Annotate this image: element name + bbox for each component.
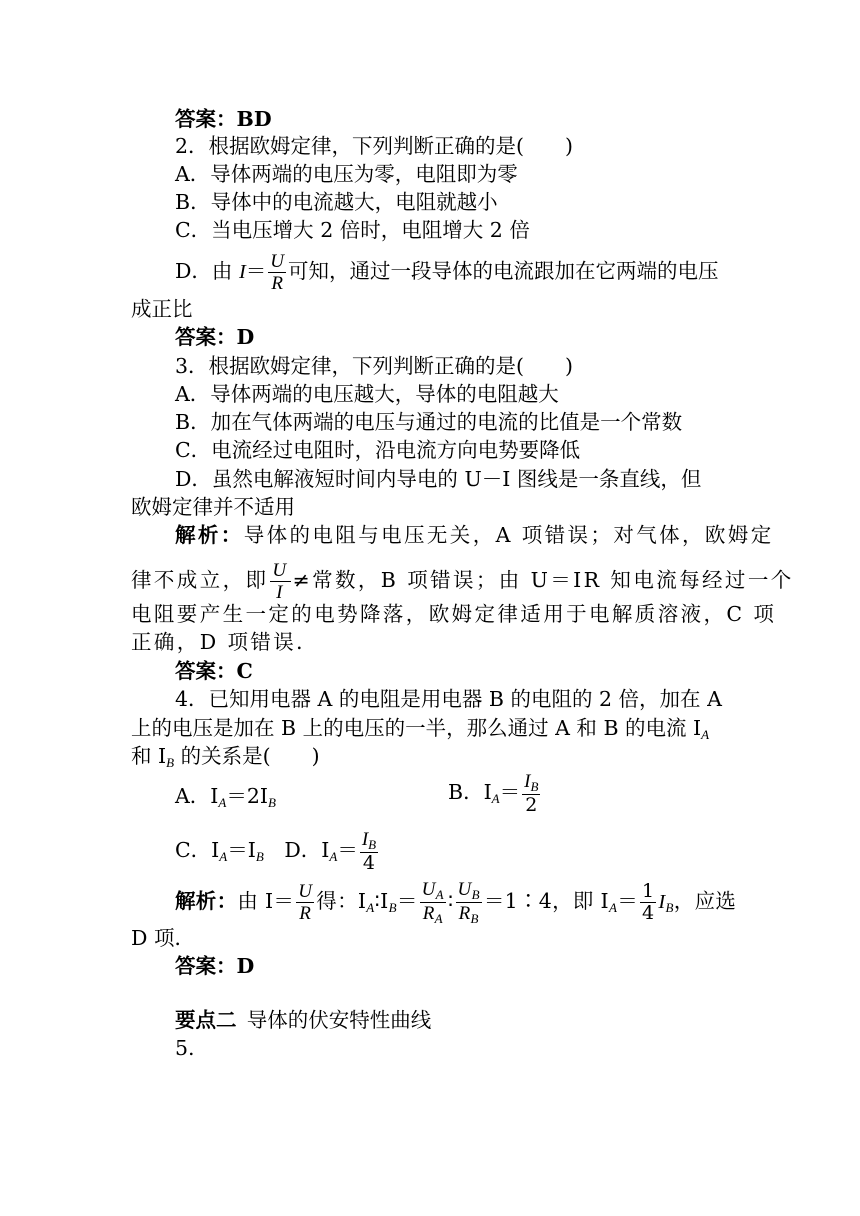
q3-answer: 答案：C	[175, 659, 253, 683]
q3-option-d: D．虽然电解液短时间内导电的 U－I 图线是一条直线，但	[175, 467, 702, 491]
q3-option-c: C．电流经过电阻时，沿电流方向电势要降低	[175, 438, 581, 462]
q4-analysis-fraction-3: $\frac{U_B}{R_B}$	[457, 879, 480, 926]
q3-option-b: B．加在气体两端的电压与通过的电流的比值是一个常数	[175, 410, 683, 434]
q4-stem-3: 和 $I_B$ 的关系是( )	[131, 744, 320, 770]
q2-option-b: B．导体中的电流越大，电阻就越小	[175, 190, 498, 214]
q4-analysis-fraction-2: $\frac{U_A}{R_A}$	[421, 879, 444, 926]
q3-analysis-4: 正确，D 项错误．	[131, 630, 320, 654]
q4-option-c-d: C．$I_A=I_B$ D．$I_A=$ $\frac{I_B}{4}$	[175, 829, 377, 874]
q3-analysis-3: 电阻要产生一定的电势降落，欧姆定律适用于电解质溶液，C 项	[131, 602, 777, 626]
q4-analysis-cont: D 项．	[131, 926, 195, 950]
section-heading: 要点二 导体的伏安特性曲线	[175, 1008, 432, 1032]
q2-option-c: C．当电压增大 2 倍时，电阻增大 2 倍	[175, 218, 530, 242]
q2-option-a: A．导体两端的电压为零，电阻即为零	[175, 162, 518, 186]
q4-analysis-fraction-4: $\frac{1}{4}$	[642, 880, 655, 924]
q2-option-d: D．由 I＝ $\frac{U}{R}$ 可知，通过一段导体的电流跟加在它两端的电压	[175, 251, 719, 294]
q3-stem: 3．根据欧姆定律，下列判断正确的是( )	[175, 354, 574, 378]
q4-option-b-fraction: $\frac{I_B}{2}$	[524, 771, 539, 816]
q2-stem: 2．根据欧姆定律，下列判断正确的是( )	[175, 134, 574, 158]
q1-answer: 答案：BD	[175, 107, 272, 131]
q3-analysis-2: 律不成立，即 $\frac{U}{I}$ ≠常数，B 项错误；由 U＝IR 知电流每经过一个	[131, 560, 794, 603]
q2-option-d-cont: 成正比	[131, 297, 193, 321]
q5-stem: 5.	[175, 1036, 195, 1060]
q4-option-d-fraction: $\frac{I_B}{4}$	[361, 829, 377, 874]
q3-analysis-1: 解析：导体的电阻与电压无关，A 项错误；对气体，欧姆定	[175, 523, 774, 547]
q4-option-a: A．$I_A=2I_B$	[175, 784, 276, 810]
q4-option-b: B．$I_A=$ $\frac{I_B}{2}$	[448, 771, 539, 816]
q2-fraction: $\frac{U}{R}$	[270, 251, 285, 294]
q3-option-d-cont: 欧姆定律并不适用	[131, 495, 295, 519]
q2-answer: 答案：D	[175, 325, 255, 349]
q3-fraction: $\frac{U}{I}$	[272, 560, 289, 603]
q4-stem-2: 上的电压是加在 B 上的电压的一半，那么通过 A 和 B 的电流 $I_A$	[131, 716, 710, 742]
q4-stem-1: 4．已知用电器 A 的电阻是用电器 B 的电阻的 2 倍，加在 A	[175, 687, 722, 711]
q3-option-a: A．导体两端的电压越大，导体的电阻越大	[175, 382, 559, 406]
q4-analysis-fraction-1: $\frac{U}{R}$	[298, 881, 313, 924]
q4-analysis: 解析：由 I＝ $\frac{U}{R}$ 得：$I_A∶I_B=$ $\frac{U_A}{R_A}$ ∶ $\frac{U_B}{R_B}$ ＝1∶4，即 $I_A=$ $\frac{1}{4}$ $I_B$，应选	[175, 879, 737, 926]
q4-answer: 答案：D	[175, 954, 255, 978]
